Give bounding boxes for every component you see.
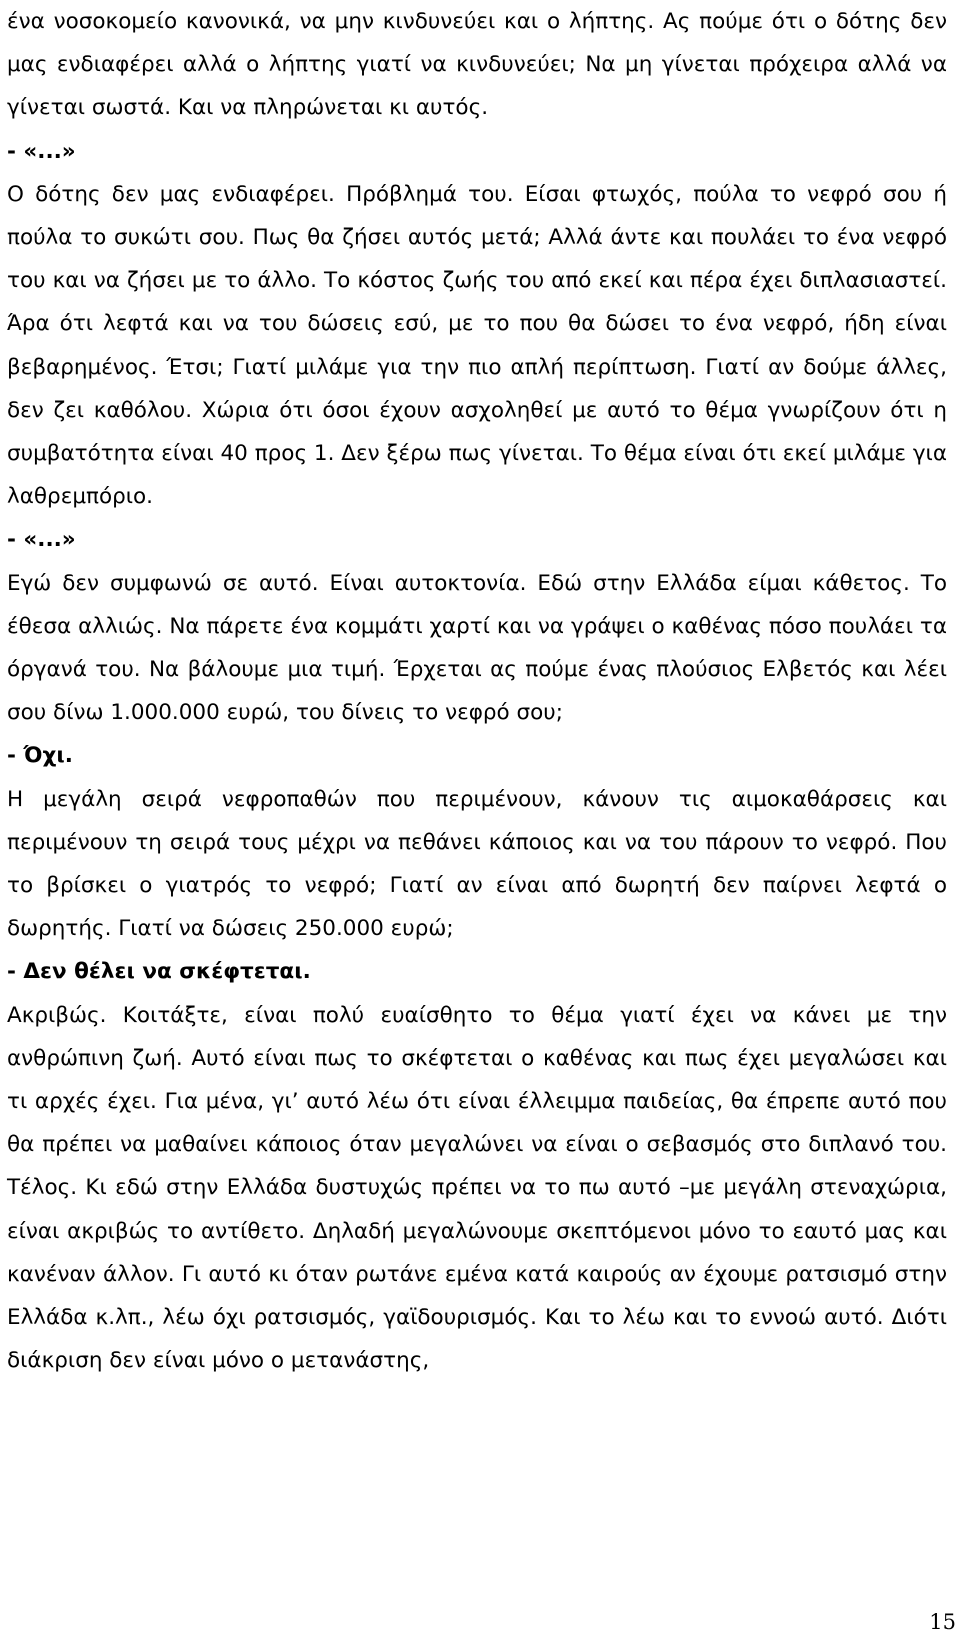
dialogue-line: - Όχι.: [7, 743, 73, 769]
paragraph: Ακριβώς. Κοιτάξτε, είναι πολύ ευαίσθητο το θέμα γιατί έχει να κάνει με την ανθρώπινη ζωή. Αυτό είναι πως το σκέφτεται ο καθένας και πως έχει μεγαλώσει και τι αρχές έχει. Για μένα, γι’ αυτό λέω ότι είναι έλλειμμα παιδείας, θα έπρεπε αυτό που θα πρέπει να μαθαίνει κάποιος όταν μεγαλώνει να είναι ο σεβασμός στο διπλανό του. Τέλος. Κι εδώ στην Ελλάδα δυστυχώς πρέπει να το πω αυτό –με μεγάλη στεναχώρια, είναι ακριβώς το αντίθετο. Δηλαδή μεγαλώνουμε σκεπτόμενοι μόνο το εαυτό μας και κανέναν άλλον. Γι αυτό κι όταν ρωτάνε εμένα κατά καιρούς αν έχουμε ρατσισμό στην Ελλάδα κ.λπ., λέω όχι ρατσισμός, γαϊδουρισμός. Και το λέω και το εννοώ αυτό. Διότι διάκριση δεν είναι μόνο ο μετανάστης,: [7, 1002, 947, 1374]
dialogue-line: - «...»: [7, 138, 76, 164]
paragraph: Η μεγάλη σειρά νεφροπαθών που περιμένουν, κάνουν τις αιμοκαθάρσεις και περιμένουν τη σειρά τους μέχρι να πεθάνει κάποιος και να του πάρουν το νεφρό. Που το βρίσκει ο γιατρός το νεφρό; Γιατί αν είναι από δωρητή δεν παίρνει λεφτά ο δωρητής. Γιατί να δώσεις 250.000 ευρώ;: [7, 786, 947, 942]
dialogue-line: - Δεν θέλει να σκέφτεται.: [7, 959, 311, 985]
paragraph: ένα νοσοκομείο κανονικά, να μην κινδυνεύει και ο λήπτης. Ας πούμε ότι ο δότης δεν μας ενδιαφέρει αλλά ο λήπτης γιατί να κινδυνεύει; Να μη γίνεται πρόχειρα αλλά να γίνεται σωστά. Και να πληρώνεται κι αυτός.: [7, 9, 947, 121]
page-number: 15: [929, 1610, 956, 1634]
paragraph: Εγώ δεν συμφωνώ σε αυτό. Είναι αυτοκτονία. Εδώ στην Ελλάδα είμαι κάθετος. Το έθεσα αλλιώς. Να πάρετε ένα κομμάτι χαρτί και να γράψει ο καθένας πόσο πουλάει τα όργανά του. Να βάλουμε μια τιμή. Έρχεται ας πούμε ένας πλούσιος Ελβετός και λέει σου δίνω 1.000.000 ευρώ, του δίνεις το νεφρό σου;: [7, 570, 947, 726]
paragraph: Ο δότης δεν μας ενδιαφέρει. Πρόβλημά του. Είσαι φτωχός, πούλα το νεφρό σου ή πούλα το συκώτι σου. Πως θα ζήσει αυτός μετά; Αλλά άντε και πουλάει το ένα νεφρό του και να ζήσει με το άλλο. Το κόστος ζωής του από εκεί και πέρα έχει διπλασιαστεί. Άρα ότι λεφτά και να του δώσεις εσύ, με το που θα δώσει το ένα νεφρό, ήδη είναι βεβαρημένος. Έτσι; Γιατί μιλάμε για την πιο απλή περίπτωση. Γιατί αν δούμε άλλες, δεν ζει καθόλου. Χώρια ότι όσοι έχουν ασχοληθεί με αυτό το θέμα γνωρίζουν ότι η συμβατότητα είναι 40 προς 1. Δεν ξέρω πως γίνεται. Το θέμα είναι ότι εκεί μιλάμε για λαθρεμπόριο.: [7, 181, 947, 510]
dialogue-line: - «...»: [7, 527, 76, 553]
document-body: [7, 0, 947, 1383]
